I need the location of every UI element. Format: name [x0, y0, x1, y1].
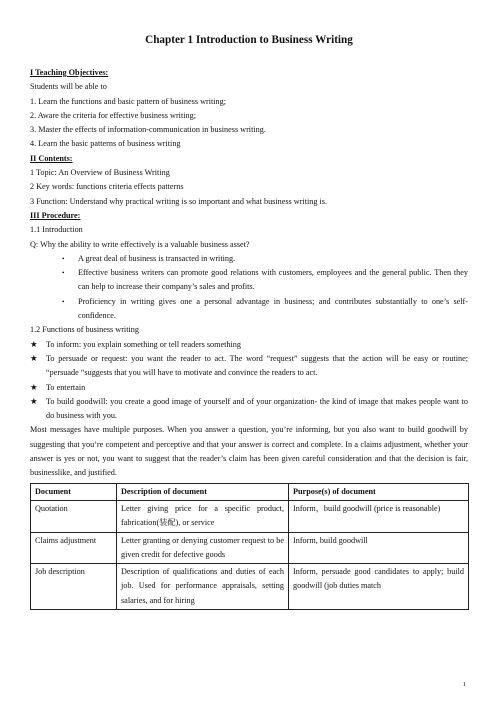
- star-icon: ★: [30, 382, 38, 392]
- question-text: Q: Why the ability to write effectively is a valuable business asset?: [30, 239, 250, 249]
- contents-heading: II Contents:: [30, 153, 73, 163]
- table-cell: Inform, build goodwill: [289, 532, 469, 564]
- star-icon: ★: [30, 339, 38, 349]
- bullet-icon: •: [62, 254, 65, 263]
- star-icon: ★: [30, 353, 38, 363]
- table-header: Purpose(s) of document: [289, 483, 469, 500]
- bullet-icon: •: [62, 269, 65, 278]
- contents-line: 2 Key words: functions criteria effects patterns: [30, 182, 184, 192]
- table-cell: Inform，build goodwill (price is reasonable): [289, 500, 469, 532]
- table-cell: Job description: [31, 564, 117, 610]
- objectives-line: 4. Learn the basic patterns of business writing: [30, 139, 181, 149]
- list-item: ★ To persuade or request: you want the reader to act. The word “request” suggests that the action will be easy or routine; “persuade “suggests that you will have to motivate and convince the readers to act.: [30, 353, 468, 378]
- list-item: • A great deal of business is transacted in writing.: [30, 252, 468, 266]
- body-paragraph: Most messages have multiple purposes. When you answer a question, you’re informing, but you also want to build goodwill by suggesting that you’re competent and perceptive and that your answer is correct and complete. In a claims adjustment, whether your answer is yes or not, you want to suggest that the reader’s claim has been given careful consideration and that the decision is fair, businesslike, and justified.: [30, 425, 468, 478]
- table-cell: Letter giving price for a specific product, fabrication(装配), or service: [117, 500, 289, 532]
- table-cell: Claims adjustment: [31, 532, 117, 564]
- reasons-list: [30, 252, 468, 323]
- page-number: 1: [462, 681, 466, 688]
- functions-list: [30, 338, 468, 424]
- functions-subheading: 1.2 Functions of business writing: [30, 325, 139, 335]
- table-header-row: [31, 483, 469, 500]
- star-icon: ★: [30, 396, 38, 406]
- table-row: [31, 532, 469, 564]
- introduction-subheading: 1.1 Introduction: [30, 225, 83, 235]
- table-row: [31, 500, 469, 532]
- list-item: • Effective business writers can promote good relations with customers, employees and the general public. Then they can help to increase their company’s sales and profits.: [62, 268, 468, 292]
- table-cell: Inform, persuade good candidates to apply; build goodwill (job duties match: [289, 564, 469, 610]
- contents-line: 3 Function: Understand why practical writing is so important and what business writing is.: [30, 196, 327, 206]
- objectives-line: 3. Master the effects of information-communication in business writing.: [30, 125, 266, 135]
- contents-line: 1 Topic: An Overview of Business Writing: [30, 168, 170, 178]
- page-title: Chapter 1 Introduction to Business Writing: [145, 34, 353, 46]
- list-item: ★ To build goodwill: you create a good image of yourself and of your organization- the kind of image that makes people want to do business with you.: [30, 396, 468, 421]
- procedure-heading: III Procedure:: [30, 210, 81, 220]
- document-page: [30, 34, 468, 610]
- bullet-icon: •: [62, 297, 65, 306]
- table-cell: Description of qualifications and duties of each job. Used for performance appraisals, setting salaries, and for hiring: [117, 564, 289, 610]
- objectives-line: 2. Aware the criteria for effective business writing;: [30, 110, 196, 120]
- table-header: Description of document: [117, 483, 289, 500]
- list-item: • Proficiency in writing gives one a personal advantage in business; and contributes substantially to one’s self-confidence.: [62, 296, 468, 321]
- table-cell: Letter granting or denying customer request to be given credit for defective goods: [117, 532, 289, 564]
- table-row: [31, 564, 469, 610]
- table-cell: Quotation: [31, 500, 117, 532]
- objectives-heading: I Teaching Objectives:: [30, 68, 109, 77]
- objectives-line: 1. Learn the functions and basic pattern of business writing;: [30, 96, 226, 106]
- list-item: ★ To entertain: [30, 381, 468, 395]
- list-item: ★ To inform: you explain something or tell readers something: [30, 338, 468, 352]
- document-purpose-table: [30, 483, 469, 610]
- table-header: Document: [31, 483, 117, 500]
- objectives-line: Students will be able to: [30, 82, 107, 92]
